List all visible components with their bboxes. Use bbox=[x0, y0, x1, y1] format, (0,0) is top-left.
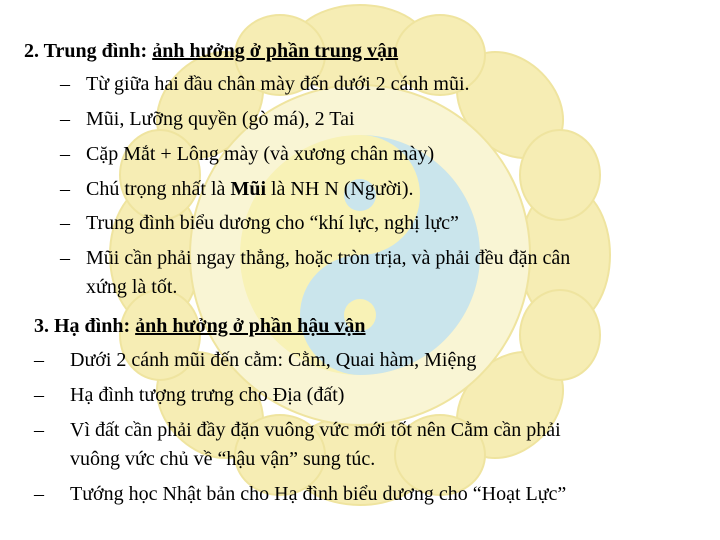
section-3-heading bbox=[34, 313, 366, 339]
list-item bbox=[86, 176, 414, 202]
bullet-dash: – bbox=[34, 419, 44, 441]
bullet-dash: – bbox=[60, 143, 70, 165]
section-2-heading-underlined: ảnh hưởng ở phần trung vận bbox=[152, 40, 399, 62]
bullet-dash: – bbox=[60, 73, 70, 95]
bullet-dash: – bbox=[34, 349, 44, 371]
list-item: Tướng học Nhật bản cho Hạ đình biểu dương cho “Hoạt Lực” bbox=[70, 483, 567, 505]
section-2-heading-prefix: 2. Trung đình: bbox=[24, 40, 153, 62]
section-3-heading-underlined: ảnh hưởng ở phần hậu vận bbox=[135, 315, 366, 337]
bullet-dash: – bbox=[34, 483, 44, 505]
bullet-dash: – bbox=[60, 108, 70, 130]
section-2-heading bbox=[24, 38, 398, 64]
list-item-bold: Mũi bbox=[230, 178, 266, 200]
list-item: Hạ đình tượng trưng cho Địa (đất) bbox=[70, 384, 345, 406]
list-item: Mũi, Lưỡng quyền (gò má), 2 Tai bbox=[86, 108, 355, 130]
list-item-text: là NH N (Người). bbox=[266, 178, 414, 200]
list-item: Từ giữa hai đầu chân mày đến dưới 2 cánh mũi. bbox=[86, 73, 470, 95]
list-item: Dưới 2 cánh mũi đến cằm: Cằm, Quai hàm, Miệng bbox=[70, 349, 477, 371]
section-3-heading-prefix: 3. Hạ đình: bbox=[34, 315, 136, 337]
bullet-dash: – bbox=[60, 212, 70, 234]
list-item: Trung đình biểu dương cho “khí lực, nghị lực” bbox=[86, 212, 459, 234]
bullet-dash: – bbox=[34, 384, 44, 406]
bullet-dash: – bbox=[60, 247, 70, 269]
list-item: Vì đất cần phải đầy đặn vuông vức mới tốt nên Cằm cần phải bbox=[70, 419, 561, 441]
list-item-continuation: xứng là tốt. bbox=[86, 276, 178, 298]
list-item-continuation: vuông vức chủ về “hậu vận” sung túc. bbox=[70, 448, 376, 470]
list-item: Cặp Mắt + Lông mày (và xương chân mày) bbox=[86, 143, 435, 165]
bullet-dash: – bbox=[60, 178, 70, 200]
list-item: Mũi cần phải ngay thẳng, hoặc tròn trịa, và phải đều đặn cân bbox=[86, 247, 571, 269]
list-item-text: Chú trọng nhất là bbox=[86, 178, 231, 200]
